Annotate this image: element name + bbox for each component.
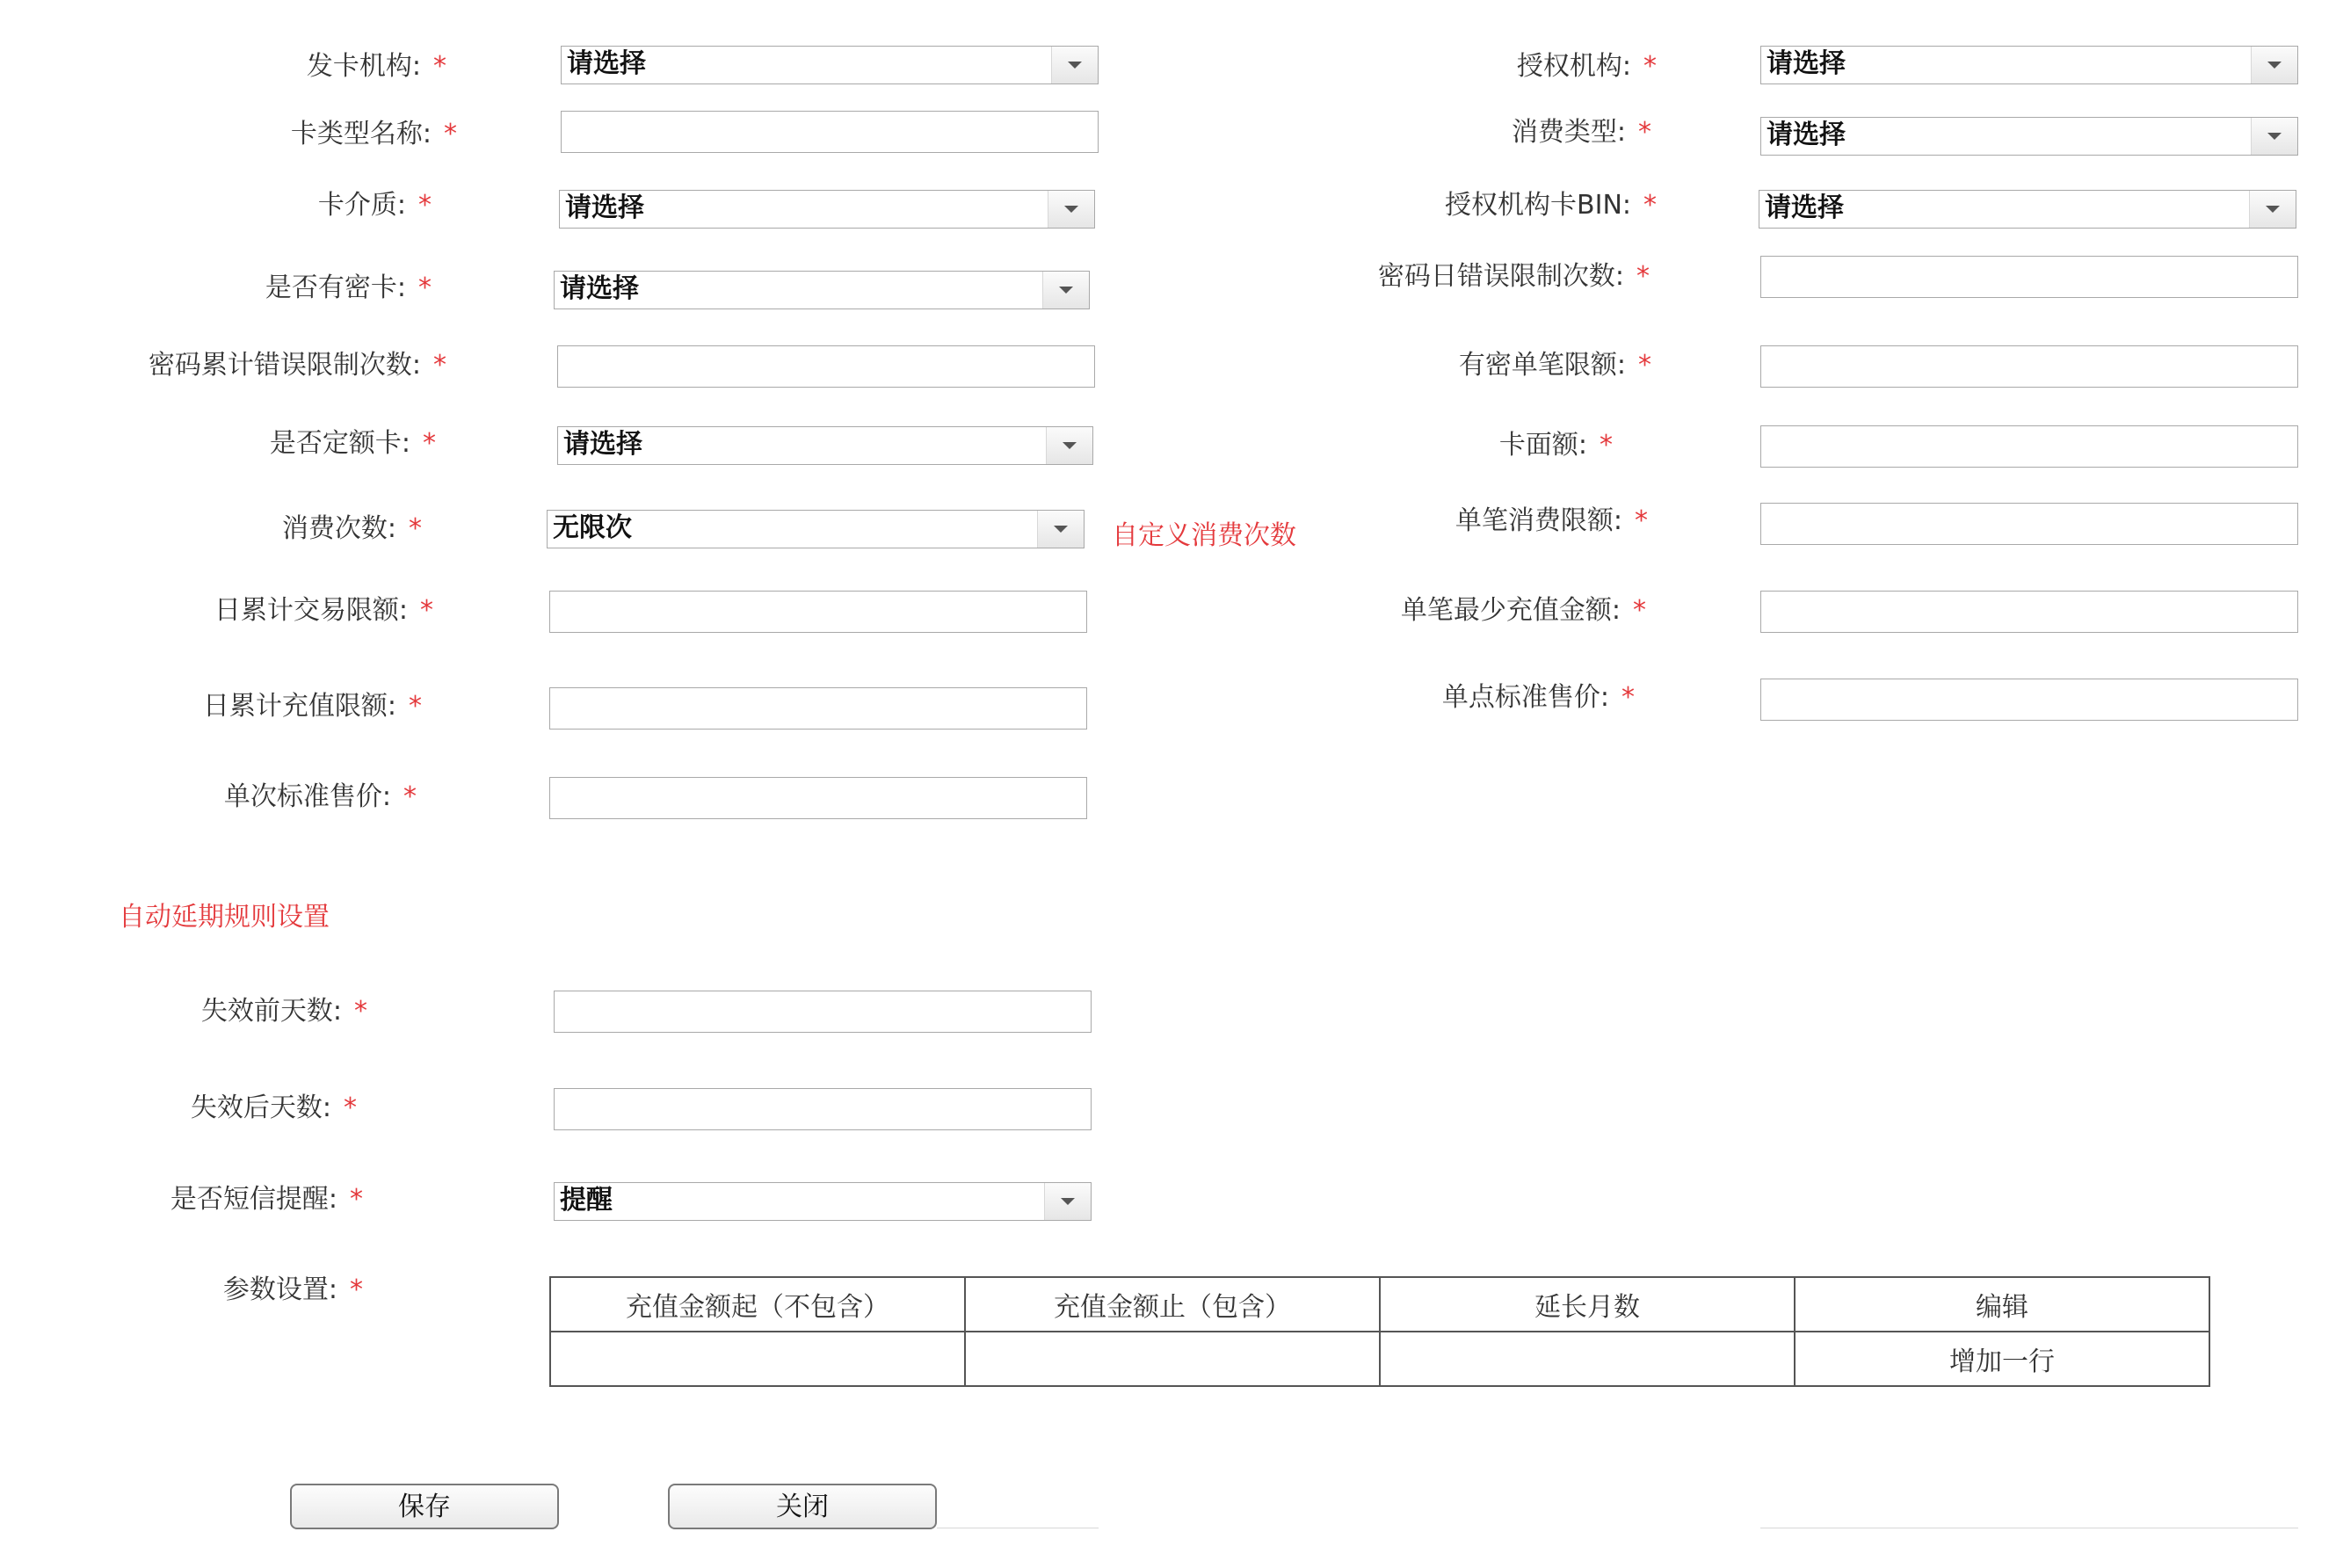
chevron-down-icon[interactable] bbox=[2251, 118, 2297, 155]
single-price-label: 单次标准售价: * bbox=[223, 781, 417, 812]
issuer-select[interactable]: 请选择 bbox=[561, 46, 1099, 84]
required-mark: * bbox=[418, 272, 432, 303]
daily-recharge-limit-input[interactable] bbox=[549, 687, 1087, 730]
add-row-link[interactable]: 增加一行 bbox=[1795, 1332, 2209, 1386]
required-mark: * bbox=[403, 781, 417, 812]
pin-single-limit-input[interactable] bbox=[1760, 345, 2298, 388]
min-recharge-label: 单笔最少充值金额: * bbox=[1400, 595, 1646, 626]
required-mark: * bbox=[1621, 682, 1635, 713]
chevron-down-icon[interactable] bbox=[1051, 47, 1098, 83]
pin-daily-err-label: 密码日错误限制次数: * bbox=[1377, 261, 1650, 292]
consume-count-select[interactable]: 无限次 bbox=[547, 510, 1085, 548]
single-consume-limit-label: 单笔消费限额: * bbox=[1455, 505, 1648, 536]
daily-trade-limit-label: 日累计交易限额: * bbox=[214, 595, 433, 626]
required-mark: * bbox=[1633, 595, 1646, 626]
required-mark: * bbox=[350, 1274, 363, 1305]
required-mark: * bbox=[1643, 190, 1657, 221]
required-mark: * bbox=[1600, 430, 1613, 461]
required-mark: * bbox=[344, 1093, 357, 1123]
fixed-amount-label: 是否定额卡: * bbox=[269, 428, 436, 459]
sms-remind-label: 是否短信提醒: * bbox=[170, 1184, 363, 1215]
auth-bin-select[interactable]: 请选择 bbox=[1759, 190, 2296, 229]
card-medium-label: 卡介质: * bbox=[317, 190, 432, 221]
required-mark: * bbox=[350, 1184, 363, 1215]
table-cell bbox=[1380, 1332, 1795, 1386]
close-button[interactable]: 关闭 bbox=[668, 1484, 937, 1529]
column-header: 编辑 bbox=[1795, 1277, 2209, 1332]
column-header: 延长月数 bbox=[1380, 1277, 1795, 1332]
after-days-label: 失效后天数: * bbox=[190, 1093, 357, 1123]
required-mark: * bbox=[1635, 505, 1648, 536]
chevron-down-icon[interactable] bbox=[2251, 47, 2297, 83]
card-type-name-input[interactable] bbox=[561, 111, 1099, 153]
face-value-label: 卡面额: * bbox=[1498, 430, 1613, 461]
issuer-label: 发卡机构: * bbox=[306, 51, 446, 82]
required-mark: * bbox=[1643, 51, 1657, 82]
min-recharge-input[interactable] bbox=[1760, 591, 2298, 633]
point-price-label: 单点标准售价: * bbox=[1441, 682, 1635, 713]
required-mark: * bbox=[409, 691, 422, 722]
consume-type-select[interactable]: 请选择 bbox=[1760, 117, 2298, 156]
before-days-label: 失效前天数: * bbox=[200, 996, 367, 1027]
table-header-row bbox=[550, 1277, 2209, 1332]
daily-trade-limit-input[interactable] bbox=[549, 591, 1087, 633]
table-cell bbox=[965, 1332, 1380, 1386]
required-mark: * bbox=[423, 428, 436, 459]
chevron-down-icon[interactable] bbox=[1048, 191, 1094, 228]
consume-type-label: 消费类型: * bbox=[1511, 117, 1651, 148]
auth-bin-label: 授权机构卡BIN: * bbox=[1445, 190, 1657, 221]
has-pin-select[interactable]: 请选择 bbox=[554, 271, 1090, 309]
chevron-down-icon[interactable] bbox=[1044, 1183, 1091, 1220]
params-label: 参数设置: * bbox=[222, 1274, 363, 1305]
required-mark: * bbox=[420, 595, 433, 626]
required-mark: * bbox=[444, 119, 457, 149]
table-cell bbox=[550, 1332, 965, 1386]
card-medium-select[interactable]: 请选择 bbox=[559, 190, 1095, 229]
required-mark: * bbox=[433, 350, 446, 381]
single-consume-limit-input[interactable] bbox=[1760, 503, 2298, 545]
pin-total-err-label: 密码累计错误限制次数: * bbox=[148, 350, 446, 381]
after-days-input[interactable] bbox=[554, 1088, 1092, 1130]
required-mark: * bbox=[1638, 117, 1651, 148]
consume-count-label: 消费次数: * bbox=[281, 513, 422, 544]
point-price-input[interactable] bbox=[1760, 679, 2298, 721]
daily-recharge-limit-label: 日累计充值限额: * bbox=[202, 691, 422, 722]
required-mark: * bbox=[433, 51, 446, 82]
chevron-down-icon[interactable] bbox=[2249, 191, 2296, 228]
chevron-down-icon[interactable] bbox=[1037, 511, 1084, 548]
card-type-name-label: 卡类型名称: * bbox=[290, 119, 457, 149]
required-mark: * bbox=[418, 190, 432, 221]
required-mark: * bbox=[409, 513, 422, 544]
chevron-down-icon[interactable] bbox=[1042, 272, 1089, 309]
sms-remind-select[interactable]: 提醒 bbox=[554, 1182, 1092, 1221]
pin-daily-err-input[interactable] bbox=[1760, 256, 2298, 298]
pin-total-err-input[interactable] bbox=[557, 345, 1095, 388]
save-button[interactable]: 保存 bbox=[290, 1484, 559, 1529]
required-mark: * bbox=[354, 996, 367, 1027]
face-value-input[interactable] bbox=[1760, 425, 2298, 468]
chevron-down-icon[interactable] bbox=[1046, 427, 1092, 464]
custom-consume-count-link[interactable]: 自定义消费次数 bbox=[1112, 520, 1296, 551]
params-table bbox=[549, 1276, 2210, 1387]
table-row bbox=[550, 1332, 2209, 1386]
has-pin-label: 是否有密卡: * bbox=[265, 272, 432, 303]
column-header: 充值金额起（不包含） bbox=[550, 1277, 965, 1332]
fixed-amount-select[interactable]: 请选择 bbox=[557, 426, 1093, 465]
auth-org-select[interactable]: 请选择 bbox=[1760, 46, 2298, 84]
pin-single-limit-label: 有密单笔限额: * bbox=[1458, 350, 1651, 381]
required-mark: * bbox=[1636, 261, 1650, 292]
column-header: 充值金额止（包含） bbox=[965, 1277, 1380, 1332]
auth-org-label: 授权机构: * bbox=[1516, 51, 1657, 82]
required-mark: * bbox=[1638, 350, 1651, 381]
single-price-input[interactable] bbox=[549, 777, 1087, 819]
before-days-input[interactable] bbox=[554, 991, 1092, 1033]
extension-section-title: 自动延期规则设置 bbox=[119, 902, 330, 933]
